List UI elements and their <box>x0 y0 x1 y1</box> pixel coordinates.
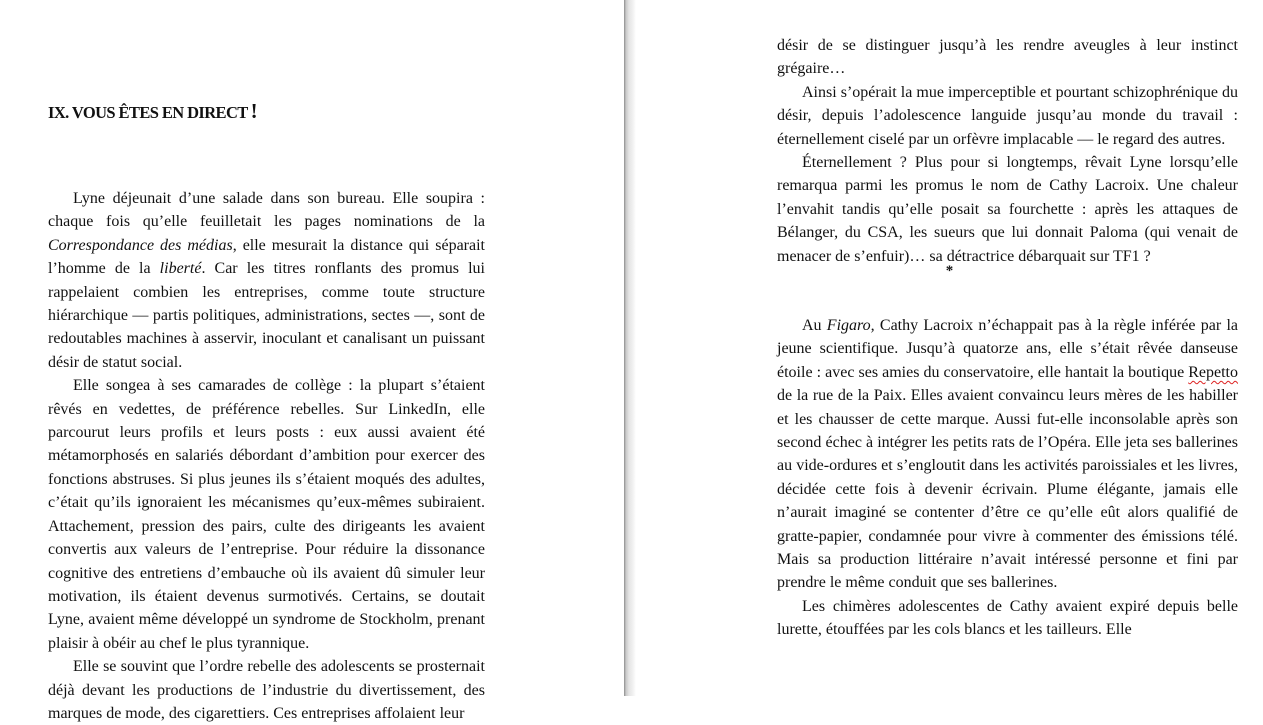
right-page-body-top <box>777 34 1238 268</box>
right-page-body-bottom <box>777 314 1238 642</box>
section-separator: * <box>945 263 954 279</box>
paragraph: Éternellement ? Plus pour si longtemps, rêvait Lyne lorsqu’elle remarqua parmi les promus le nom de Cathy Lacroix. Une chaleur l’envahit tandis qu’elle posait sa fourchette : après les attaques de Bélanger, du CSA, les sueurs que lui donnait Paloma (qui venait de menacer de s’enfuir)… sa détractrice débarquait sur TF1 ? <box>777 154 1238 265</box>
right-page <box>636 0 1263 696</box>
left-page <box>0 0 624 722</box>
chapter-title-text: IX. VOUS ÊTES EN DIRECT <box>48 103 248 122</box>
paragraph-text: Au <box>802 317 827 334</box>
page-gutter <box>624 0 636 696</box>
paragraph: Elle songea à ses camarades de collège : la plupart s’étaient rêvés en vedettes, de préférence rebelles. Sur LinkedIn, elle parcourut leurs profils et leurs posts : eux aussi avaient été métamorphosés en salariés débordant d’ambition pour exercer des fonctions abstruses. Si plus jeunes ils s’étaient moqués des adultes, c’était qu’ils ignoraient les mécanismes qu’eux-mêmes subiraient. Attachement, pression des pairs, culte des dirigeants les avaient convertis aux valeurs de l’entreprise. Pour réduire la dissonance cognitive des entretiens d’embauche où ils avaient dû simuler leur motivation, ils étaient devenus surmotivés. Certains, se doutait Lyne, avaient même développé un syndrome de Stockholm, prenant plaisir à obéir au chef le plus tyrannique. <box>48 377 485 652</box>
spellcheck-flagged-word[interactable]: Repetto <box>1188 363 1238 381</box>
paragraph-text: de la rue de la Paix. Elles avaient convaincu leurs mères de les habiller et les chausser de cette marque. Aussi fut-elle inconsolable après son second échec à intégrer les petits rats de l’Opéra. Elle jeta ses ballerines au vide-ordures et s’engloutit dans les activités paroissiales et les livres, décidée cette fois à devenir écrivain. Plume élégante, jamais elle n’aurait imaginé se contenter d’être ce qu’elle eût alors qualifié de gratte-papier, condamnée pour vivre à commenter des émissions télé. Mais sa production littéraire n’avait intéressé personne et fini par prendre le même conduit que ses ballerines. <box>777 387 1238 592</box>
publication-title: Correspondance des médias <box>48 236 233 254</box>
chapter-title <box>48 99 257 124</box>
chapter-title-exclamation: ! <box>250 99 258 123</box>
paragraph-text: . Car les titres ronflants des promus lui rappelaient combien les entreprises, comme toute structure hiérarchique — partis politiques, administrations, sectes —, sont de redoutables machines à asservir, inoculant et canalisant un puissant désir de statut social. <box>48 260 485 371</box>
paragraph <box>48 187 485 374</box>
emphasis-word: liberté <box>159 260 202 278</box>
paragraph: Les chimères adolescentes de Cathy avaient expiré depuis belle lurette, étouffées par les cols blancs et les tailleurs. Elle <box>777 597 1238 639</box>
publication-title: Figaro, <box>826 317 875 334</box>
paragraph: Elle se souvint que l’ordre rebelle des adolescents se prosternait déjà devant les productions de l’industrie du divertissement, des marques de mode, des cigarettiers. Ces entreprises affolaient leur <box>48 658 485 722</box>
paragraph: Ainsi s’opérait la mue imperceptible et pourtant schizophrénique du désir, depuis l’adolescence languide jusqu’au monde du travail : éternellement ciselé par un orfèvre implacable — le regard des autres. <box>777 83 1238 148</box>
paragraph-text: , elle mesurait la distance qui séparait l’homme de la <box>48 236 485 278</box>
paragraph: désir de se distinguer jusqu’à les rendre aveugles à leur instinct grégaire… <box>777 37 1238 78</box>
paragraph-text: Cathy Lacroix n’échappait pas à la règle inférée par la jeune scientifique. Jusqu’à quatorze ans, elle s’était rêvée danseuse étoile : avec ses amies du conservatoire, elle hantait la boutique <box>777 317 1238 381</box>
left-page-body <box>48 187 485 725</box>
paragraph-text: Lyne déjeunait d’une salade dans son bureau. Elle soupira : chaque fois qu’elle feuilletait les pages nominations de la <box>48 190 485 231</box>
paragraph <box>777 314 1238 595</box>
